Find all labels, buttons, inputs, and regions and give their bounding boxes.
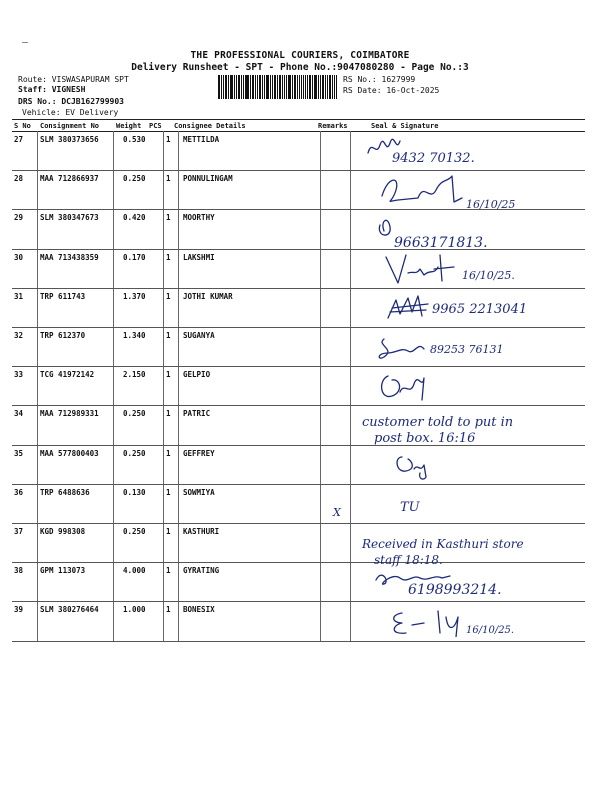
col-consignee: Consignee Details	[174, 122, 246, 130]
row-pcs: 1	[166, 527, 171, 536]
consignment-number: MAA 712989331	[40, 409, 99, 419]
handwritten-signature-text: 89253 76131	[430, 343, 504, 356]
column-divider	[163, 131, 164, 641]
row-rule	[12, 327, 585, 328]
consignee-name: SUGANYA	[183, 331, 215, 340]
row-pcs: 1	[166, 487, 171, 497]
handwritten-signature-text: 6198993214.	[408, 582, 502, 599]
signature-stroke	[388, 296, 428, 318]
handwritten-signature-text: post box. 16:16	[374, 431, 476, 447]
signature-stroke	[397, 457, 426, 479]
row-sno: 34	[14, 409, 24, 419]
consignee-name: KASTHURI	[183, 527, 220, 536]
rs-date: RS Date: 16-Oct-2025	[343, 86, 440, 95]
row-pcs: 1	[166, 174, 171, 184]
signature-stroke	[394, 611, 458, 637]
row-pcs: 1	[166, 213, 171, 223]
remark-mark: X	[333, 505, 341, 519]
row-rule	[12, 288, 585, 289]
row-sno: 39	[14, 605, 24, 615]
row-rule	[12, 562, 585, 563]
consignment-number: TRP 612370	[40, 331, 86, 340]
handwritten-signature-text: 16/10/25.	[466, 625, 515, 637]
consignee-name: MOORTHY	[183, 213, 215, 223]
handwritten-signature-text: TU	[400, 499, 420, 515]
route-label: Route: VISWASAPURAM SPT	[18, 75, 129, 84]
row-pcs: 1	[166, 605, 171, 615]
consignment-number: MAA 577800403	[40, 448, 99, 458]
consignment-number: TRP 6488636	[40, 487, 90, 497]
row-rule	[12, 601, 585, 602]
consignee-name: METTILDA	[183, 135, 220, 144]
consignee-name: PONNULINGAM	[183, 174, 233, 184]
consignee-name: LAKSHMI	[183, 252, 215, 262]
consignment-number: SLM 380276464	[40, 605, 99, 615]
signature-scribble	[388, 607, 464, 637]
handwritten-signature-text: staff 18:18.	[374, 553, 443, 567]
col-consignment: Consignment No	[40, 122, 100, 130]
row-weight: 0.420	[123, 213, 146, 223]
row-weight: 4.000	[123, 566, 146, 576]
signature-scribble	[376, 370, 430, 404]
row-pcs: 1	[166, 252, 171, 262]
consignment-number: SLM 380347673	[40, 213, 99, 223]
consignee-name: GEFFREY	[183, 448, 215, 458]
row-rule	[12, 366, 585, 367]
consignee-name: JOTHI KUMAR	[183, 291, 233, 301]
row-sno: 38	[14, 566, 24, 576]
consignment-number: KGD 998308	[40, 527, 86, 536]
row-sno: 33	[14, 370, 24, 380]
drs-number: DRS No.: DCJB162799903	[18, 97, 124, 106]
col-sno: S No	[14, 122, 31, 130]
row-pcs: 1	[166, 291, 171, 301]
row-sno: 30	[14, 252, 24, 262]
margin-mark	[22, 42, 28, 43]
row-sno: 31	[14, 291, 24, 301]
handwritten-signature-text: 16/10/25.	[462, 268, 515, 282]
col-pcs: PCS	[149, 122, 162, 130]
row-sno: 36	[14, 487, 24, 497]
signature-scribble	[366, 135, 402, 159]
row-pcs: 1	[166, 331, 171, 340]
consignment-number: TCG 41972142	[40, 370, 95, 380]
row-pcs: 1	[166, 135, 171, 144]
row-rule	[12, 445, 585, 446]
row-weight: 0.530	[123, 135, 146, 144]
row-weight: 1.370	[123, 291, 146, 301]
column-divider	[113, 131, 114, 641]
signature-scribble	[374, 331, 430, 363]
col-weight: Weight	[116, 122, 142, 130]
row-weight: 0.250	[123, 527, 146, 536]
runsheet-subtitle: Delivery Runsheet - SPT - Phone No.:9047080280 - Page No.:3	[131, 62, 469, 73]
consignment-number: MAA 712866937	[40, 174, 99, 184]
row-weight: 0.170	[123, 252, 146, 262]
signature-stroke	[382, 376, 424, 400]
row-rule	[12, 484, 585, 485]
column-divider	[37, 131, 38, 641]
row-pcs: 1	[166, 566, 171, 576]
vehicle-label: Vehicle: EV Delivery	[22, 108, 119, 117]
handwritten-signature-text: customer told to put in	[362, 415, 514, 431]
row-pcs: 1	[166, 448, 171, 458]
signature-scribble	[386, 292, 432, 320]
signature-stroke	[376, 575, 450, 584]
consignee-name: PATRIC	[183, 409, 211, 419]
signature-stroke	[368, 139, 400, 153]
handwritten-signature-text: 9965 2213041	[432, 301, 528, 317]
consignment-number: GPM 113073	[40, 566, 86, 576]
row-sno: 29	[14, 213, 24, 223]
handwritten-signature-text: 16/10/25	[466, 198, 516, 212]
signature-scribble	[378, 172, 464, 206]
column-divider	[350, 131, 351, 641]
handwritten-signature-text: 9663171813.	[394, 235, 488, 252]
consignee-name: SOWMIYA	[183, 487, 215, 497]
handwritten-signature-text: Received in Kasthuri store	[362, 537, 524, 551]
row-weight: 1.000	[123, 605, 146, 615]
row-sno: 28	[14, 174, 24, 184]
signature-stroke	[386, 255, 454, 283]
row-weight: 2.150	[123, 370, 146, 380]
table-header-rule	[12, 131, 585, 132]
rs-number: RS No.: 1627999	[343, 75, 416, 84]
column-divider	[178, 131, 179, 641]
row-pcs: 1	[166, 370, 171, 380]
signature-scribble	[374, 215, 398, 241]
barcode	[218, 75, 338, 99]
row-weight: 0.130	[123, 487, 146, 497]
consignee-name: GELPIO	[183, 370, 211, 380]
row-sno: 32	[14, 331, 24, 340]
table-top-rule	[12, 119, 585, 120]
consignment-number: SLM 380373656	[40, 135, 99, 144]
row-weight: 0.250	[123, 448, 146, 458]
row-rule	[12, 249, 585, 250]
handwritten-signature-text: 9432 70132.	[392, 151, 475, 166]
consignment-number: MAA 713438359	[40, 252, 99, 262]
signature-scribble	[392, 451, 432, 481]
col-seal: Seal & Signature	[371, 122, 439, 130]
row-rule	[12, 405, 585, 406]
row-sno: 35	[14, 448, 24, 458]
column-divider	[320, 131, 321, 641]
row-pcs: 1	[166, 409, 171, 419]
signature-stroke	[379, 221, 390, 236]
signature-scribble	[384, 251, 460, 287]
row-rule	[12, 523, 585, 524]
row-rule	[12, 641, 585, 642]
company-title: THE PROFESSIONAL COURIERS, COIMBATORE	[190, 50, 410, 61]
row-weight: 1.340	[123, 331, 146, 340]
consignee-name: BONESIX	[183, 605, 215, 615]
signature-stroke	[379, 339, 424, 358]
signature-stroke	[382, 176, 462, 202]
consignment-number: TRP 611743	[40, 291, 86, 301]
staff-label: Staff: VIGNESH	[18, 85, 86, 94]
row-weight: 0.250	[123, 409, 146, 419]
row-sno: 37	[14, 527, 24, 536]
consignee-name: GYRATING	[183, 566, 220, 576]
col-remarks: Remarks	[318, 122, 348, 130]
row-weight: 0.250	[123, 174, 146, 184]
row-sno: 27	[14, 135, 24, 144]
signature-scribble	[372, 566, 452, 586]
row-rule	[12, 170, 585, 171]
